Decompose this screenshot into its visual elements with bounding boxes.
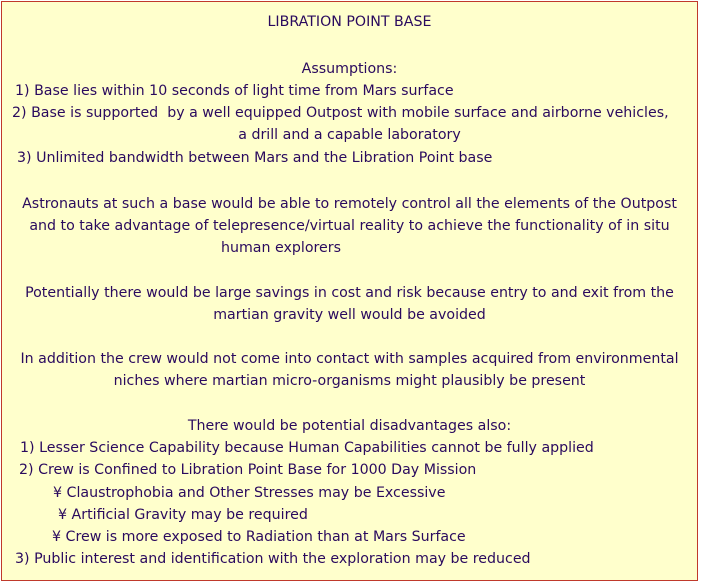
disadvantage-item: 2) Crew is Confined to Libration Point Base for 1000 Day Mission bbox=[19, 462, 477, 478]
page-title: LIBRATION POINT BASE bbox=[267, 14, 432, 30]
paragraph-line: martian gravity well would be avoided bbox=[213, 307, 486, 323]
paragraph-line: niches where martian micro-organisms might plausibly be present bbox=[113, 373, 586, 389]
slide-panel bbox=[1, 1, 698, 581]
disadvantage-subitem: ¥ Crew is more exposed to Radiation than at Mars Surface bbox=[52, 529, 466, 545]
paragraph-line: human explorers bbox=[221, 240, 341, 256]
paragraph-line: and to take advantage of telepresence/virtual reality to achieve the functionality of in situ bbox=[29, 218, 670, 234]
disadvantage-item: 1) Lesser Science Capability because Human Capabilities cannot be fully applied bbox=[20, 440, 594, 456]
disadvantage-item: 3) Public interest and identification with the exploration may be reduced bbox=[15, 551, 531, 567]
disadvantage-subitem: ¥ Claustrophobia and Other Stresses may be Excessive bbox=[53, 485, 446, 501]
assumption-item: 2) Base is supported by a well equipped Outpost with mobile surface and airborne vehicles, bbox=[12, 105, 669, 121]
paragraph-line: Potentially there would be large savings in cost and risk because entry to and exit from the bbox=[25, 285, 674, 301]
disadvantages-heading: There would be potential disadvantages also: bbox=[187, 418, 512, 434]
assumptions-heading: Assumptions: bbox=[301, 61, 398, 77]
assumption-item: 3) Unlimited bandwidth between Mars and the Libration Point base bbox=[17, 150, 493, 166]
paragraph-line: In addition the crew would not come into contact with samples acquired from environmental bbox=[20, 351, 679, 367]
disadvantage-subitem: ¥ Artificial Gravity may be required bbox=[58, 507, 308, 523]
assumption-item-continued: a drill and a capable laboratory bbox=[238, 127, 461, 143]
assumption-item: 1) Base lies within 10 seconds of light time from Mars surface bbox=[15, 83, 454, 99]
paragraph-line: Astronauts at such a base would be able to remotely control all the elements of the Outpost bbox=[22, 196, 677, 212]
